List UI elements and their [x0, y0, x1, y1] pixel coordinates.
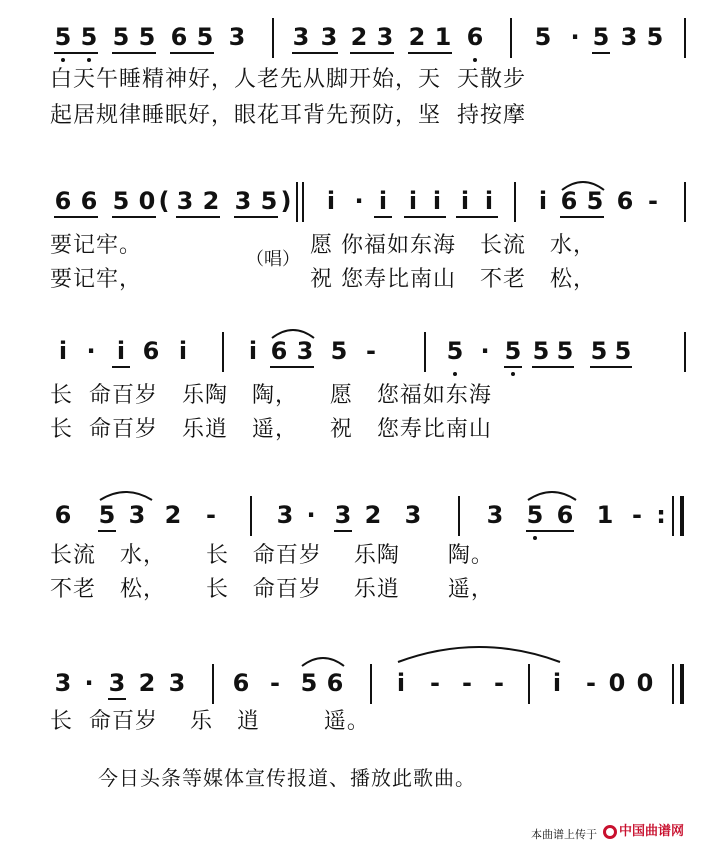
- lyric-line-2-verse-2: 要记牢，: [50, 267, 143, 292]
- footer-note: 今日头条等媒体宣传报道、播放此歌曲。: [98, 766, 476, 790]
- sing-marking: （唱）: [246, 249, 300, 270]
- lyric-line-4-verse-2: 不老 松， 长 命百岁 乐逍 遥，: [50, 577, 494, 602]
- site-logo[interactable]: [603, 820, 684, 839]
- lyric-line-2-verse-2-b: 祝 您寿比南山 不老 松，: [310, 267, 596, 292]
- site-logo-text: 中国曲谱网: [619, 824, 685, 839]
- lyric-line-1-verse-2: 起居规律睡眠好，眼花耳背先预防，坚 持按摩: [50, 103, 526, 128]
- notes-line-5: 3 · 3 2 3 6 - 5 6 i - - - i - 0 0: [0, 668, 720, 708]
- notes-line-2: 6 6 5 0 ( 3 2 3 5 ) i · i i i i i i 6 5 6 -: [0, 186, 720, 226]
- lyric-line-5: 长 命百岁 乐 逍 遥。: [50, 709, 370, 734]
- lyric-line-3-verse-2: 长 命百岁 乐逍 遥， 祝 您寿比南山: [50, 417, 492, 442]
- upload-credit: 本曲谱上传于: [531, 828, 597, 841]
- notes-line-3: i · i 6 i i 6 3 5 - 5 · 5 5 5 5 5: [0, 336, 720, 376]
- lyric-line-3-verse-1: 长 命百岁 乐陶 陶， 愿 您福如东海: [50, 383, 492, 408]
- lyric-line-2-verse-1: 要记牢。: [50, 233, 143, 258]
- notes-line-4: 6 5 3 2 - 3 · 3 2 3 3 5 6 1 - :: [0, 500, 720, 540]
- lyric-line-1-verse-1: 白天午睡精神好，人老先从脚开始，天 天散步: [50, 67, 526, 92]
- notes-line-1: 5 5 5 5 6 5 3 3 3 2 3 2 1 6 5 · 5 3 5: [0, 22, 720, 62]
- lyric-line-2-verse-1-b: 愿 你福如东海 长流 水，: [310, 233, 596, 258]
- lyric-line-4-verse-1: 长流 水， 长 命百岁 乐陶 陶。: [50, 543, 494, 568]
- logo-e-icon: [603, 825, 617, 839]
